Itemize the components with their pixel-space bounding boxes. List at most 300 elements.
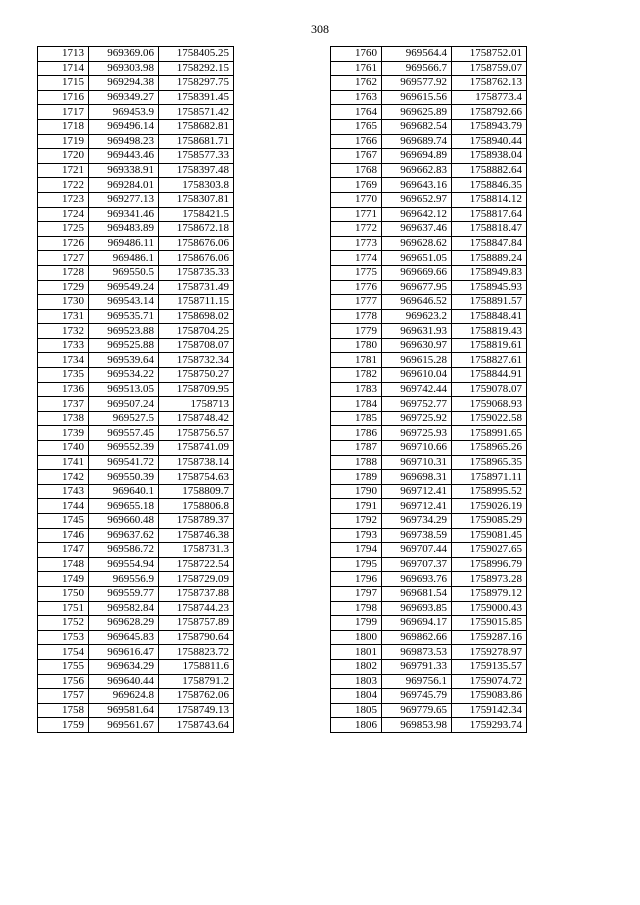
coordinate-table-right xyxy=(330,46,527,733)
x-coordinate-cell: 969486.1 xyxy=(89,251,159,266)
table-row xyxy=(331,441,527,456)
point-number-cell: 1738 xyxy=(38,411,89,426)
point-number-cell: 1785 xyxy=(331,411,382,426)
point-number-cell: 1762 xyxy=(331,76,382,91)
x-coordinate-cell: 969559.77 xyxy=(89,586,159,601)
x-coordinate-cell: 969615.28 xyxy=(382,353,452,368)
point-number-cell: 1789 xyxy=(331,470,382,485)
point-number-cell: 1760 xyxy=(331,47,382,62)
table-row xyxy=(331,236,527,251)
point-number-cell: 1739 xyxy=(38,426,89,441)
point-number-cell: 1764 xyxy=(331,105,382,120)
table-row xyxy=(331,90,527,105)
x-coordinate-cell: 969652.97 xyxy=(382,192,452,207)
y-coordinate-cell: 1759027.65 xyxy=(452,543,527,558)
table-row xyxy=(331,265,527,280)
table-row xyxy=(331,163,527,178)
point-number-cell: 1773 xyxy=(331,236,382,251)
table-row xyxy=(38,601,234,616)
table-row xyxy=(38,324,234,339)
y-coordinate-cell: 1758750.27 xyxy=(159,368,234,383)
point-number-cell: 1735 xyxy=(38,368,89,383)
x-coordinate-cell: 969677.95 xyxy=(382,280,452,295)
point-number-cell: 1734 xyxy=(38,353,89,368)
point-number-cell: 1806 xyxy=(331,718,382,733)
x-coordinate-cell: 969725.92 xyxy=(382,411,452,426)
point-number-cell: 1714 xyxy=(38,61,89,76)
y-coordinate-cell: 1758940.44 xyxy=(452,134,527,149)
table-row xyxy=(38,718,234,733)
table-row xyxy=(331,543,527,558)
x-coordinate-cell: 969712.41 xyxy=(382,484,452,499)
point-number-cell: 1776 xyxy=(331,280,382,295)
x-coordinate-cell: 969862.66 xyxy=(382,630,452,645)
x-coordinate-cell: 969738.59 xyxy=(382,528,452,543)
x-coordinate-cell: 969539.64 xyxy=(89,353,159,368)
y-coordinate-cell: 1758704.25 xyxy=(159,324,234,339)
table-row xyxy=(38,368,234,383)
table-row xyxy=(331,61,527,76)
table-row xyxy=(331,368,527,383)
table-row xyxy=(38,528,234,543)
y-coordinate-cell: 1758405.25 xyxy=(159,47,234,62)
point-number-cell: 1774 xyxy=(331,251,382,266)
table-row xyxy=(38,572,234,587)
x-coordinate-cell: 969734.29 xyxy=(382,514,452,529)
point-number-cell: 1717 xyxy=(38,105,89,120)
y-coordinate-cell: 1758737.88 xyxy=(159,586,234,601)
y-coordinate-cell: 1759015.85 xyxy=(452,616,527,631)
point-number-cell: 1784 xyxy=(331,397,382,412)
y-coordinate-cell: 1758891.57 xyxy=(452,295,527,310)
point-number-cell: 1775 xyxy=(331,265,382,280)
x-coordinate-cell: 969681.54 xyxy=(382,586,452,601)
x-coordinate-cell: 969557.45 xyxy=(89,426,159,441)
point-number-cell: 1747 xyxy=(38,543,89,558)
y-coordinate-cell: 1758297.75 xyxy=(159,76,234,91)
y-coordinate-cell: 1758672.18 xyxy=(159,222,234,237)
y-coordinate-cell: 1759083.86 xyxy=(452,689,527,704)
table-row xyxy=(38,441,234,456)
table-row xyxy=(38,674,234,689)
y-coordinate-cell: 1758741.09 xyxy=(159,441,234,456)
point-number-cell: 1799 xyxy=(331,616,382,631)
x-coordinate-cell: 969779.65 xyxy=(382,703,452,718)
table-row xyxy=(38,309,234,324)
x-coordinate-cell: 969369.06 xyxy=(89,47,159,62)
x-coordinate-cell: 969710.31 xyxy=(382,455,452,470)
point-number-cell: 1736 xyxy=(38,382,89,397)
x-coordinate-cell: 969634.29 xyxy=(89,659,159,674)
table-row xyxy=(38,689,234,704)
point-number-cell: 1754 xyxy=(38,645,89,660)
y-coordinate-cell: 1758731.49 xyxy=(159,280,234,295)
x-coordinate-cell: 969486.11 xyxy=(89,236,159,251)
x-coordinate-cell: 969550.5 xyxy=(89,265,159,280)
point-number-cell: 1787 xyxy=(331,441,382,456)
point-number-cell: 1763 xyxy=(331,90,382,105)
x-coordinate-cell: 969642.12 xyxy=(382,207,452,222)
x-coordinate-cell: 969853.98 xyxy=(382,718,452,733)
point-number-cell: 1746 xyxy=(38,528,89,543)
table-row xyxy=(331,309,527,324)
x-coordinate-cell: 969624.8 xyxy=(89,689,159,704)
point-number-cell: 1728 xyxy=(38,265,89,280)
table-row xyxy=(38,192,234,207)
x-coordinate-cell: 969561.67 xyxy=(89,718,159,733)
table-row xyxy=(331,280,527,295)
x-coordinate-cell: 969615.56 xyxy=(382,90,452,105)
y-coordinate-cell: 1758846.35 xyxy=(452,178,527,193)
table-row xyxy=(331,674,527,689)
x-coordinate-cell: 969689.74 xyxy=(382,134,452,149)
point-number-cell: 1804 xyxy=(331,689,382,704)
point-number-cell: 1743 xyxy=(38,484,89,499)
y-coordinate-cell: 1758979.12 xyxy=(452,586,527,601)
table-row xyxy=(38,222,234,237)
table-row xyxy=(38,499,234,514)
table-row xyxy=(331,411,527,426)
table-row xyxy=(38,397,234,412)
y-coordinate-cell: 1758991.65 xyxy=(452,426,527,441)
y-coordinate-cell: 1758814.12 xyxy=(452,192,527,207)
table-row xyxy=(331,514,527,529)
point-number-cell: 1796 xyxy=(331,572,382,587)
y-coordinate-cell: 1758748.42 xyxy=(159,411,234,426)
point-number-cell: 1721 xyxy=(38,163,89,178)
x-coordinate-cell: 969453.9 xyxy=(89,105,159,120)
x-coordinate-cell: 969582.84 xyxy=(89,601,159,616)
point-number-cell: 1772 xyxy=(331,222,382,237)
table-row xyxy=(331,645,527,660)
point-number-cell: 1729 xyxy=(38,280,89,295)
y-coordinate-cell: 1758391.45 xyxy=(159,90,234,105)
x-coordinate-cell: 969631.93 xyxy=(382,324,452,339)
x-coordinate-cell: 969543.14 xyxy=(89,295,159,310)
x-coordinate-cell: 969338.91 xyxy=(89,163,159,178)
point-number-cell: 1778 xyxy=(331,309,382,324)
point-number-cell: 1732 xyxy=(38,324,89,339)
x-coordinate-cell: 969550.39 xyxy=(89,470,159,485)
y-coordinate-cell: 1758819.61 xyxy=(452,338,527,353)
x-coordinate-cell: 969483.89 xyxy=(89,222,159,237)
x-coordinate-cell: 969791.33 xyxy=(382,659,452,674)
x-coordinate-cell: 969577.92 xyxy=(382,76,452,91)
y-coordinate-cell: 1758421.5 xyxy=(159,207,234,222)
x-coordinate-cell: 969507.24 xyxy=(89,397,159,412)
point-number-cell: 1780 xyxy=(331,338,382,353)
point-number-cell: 1766 xyxy=(331,134,382,149)
y-coordinate-cell: 1758757.89 xyxy=(159,616,234,631)
y-coordinate-cell: 1758817.64 xyxy=(452,207,527,222)
y-coordinate-cell: 1758709.95 xyxy=(159,382,234,397)
point-number-cell: 1801 xyxy=(331,645,382,660)
point-number-cell: 1802 xyxy=(331,659,382,674)
y-coordinate-cell: 1759068.93 xyxy=(452,397,527,412)
table-row xyxy=(38,295,234,310)
x-coordinate-cell: 969527.5 xyxy=(89,411,159,426)
point-number-cell: 1720 xyxy=(38,149,89,164)
table-row xyxy=(331,528,527,543)
table-row xyxy=(38,134,234,149)
y-coordinate-cell: 1758945.93 xyxy=(452,280,527,295)
table-row xyxy=(38,514,234,529)
x-coordinate-cell: 969341.46 xyxy=(89,207,159,222)
table-row xyxy=(38,207,234,222)
point-number-cell: 1797 xyxy=(331,586,382,601)
x-coordinate-cell: 969698.31 xyxy=(382,470,452,485)
table-row xyxy=(331,353,527,368)
table-row xyxy=(331,484,527,499)
point-number-cell: 1753 xyxy=(38,630,89,645)
table-row xyxy=(38,236,234,251)
y-coordinate-cell: 1759081.45 xyxy=(452,528,527,543)
x-coordinate-cell: 969693.85 xyxy=(382,601,452,616)
point-number-cell: 1715 xyxy=(38,76,89,91)
table-row xyxy=(331,47,527,62)
point-number-cell: 1733 xyxy=(38,338,89,353)
y-coordinate-cell: 1758682.81 xyxy=(159,119,234,134)
x-coordinate-cell: 969549.24 xyxy=(89,280,159,295)
point-number-cell: 1793 xyxy=(331,528,382,543)
table-row xyxy=(331,426,527,441)
point-number-cell: 1794 xyxy=(331,543,382,558)
table-row xyxy=(331,470,527,485)
y-coordinate-cell: 1758882.64 xyxy=(452,163,527,178)
point-number-cell: 1782 xyxy=(331,368,382,383)
y-coordinate-cell: 1758722.54 xyxy=(159,557,234,572)
x-coordinate-cell: 969534.22 xyxy=(89,368,159,383)
y-coordinate-cell: 1758848.41 xyxy=(452,309,527,324)
coordinate-table-left xyxy=(37,46,234,733)
x-coordinate-cell: 969525.88 xyxy=(89,338,159,353)
table-row xyxy=(38,178,234,193)
point-number-cell: 1756 xyxy=(38,674,89,689)
point-number-cell: 1722 xyxy=(38,178,89,193)
point-number-cell: 1741 xyxy=(38,455,89,470)
x-coordinate-cell: 969564.4 xyxy=(382,47,452,62)
x-coordinate-cell: 969640.1 xyxy=(89,484,159,499)
y-coordinate-cell: 1758735.33 xyxy=(159,265,234,280)
point-number-cell: 1790 xyxy=(331,484,382,499)
point-number-cell: 1748 xyxy=(38,557,89,572)
y-coordinate-cell: 1758732.34 xyxy=(159,353,234,368)
table-row xyxy=(331,586,527,601)
point-number-cell: 1719 xyxy=(38,134,89,149)
point-number-cell: 1788 xyxy=(331,455,382,470)
y-coordinate-cell: 1758819.43 xyxy=(452,324,527,339)
table-row xyxy=(38,659,234,674)
x-coordinate-cell: 969581.64 xyxy=(89,703,159,718)
y-coordinate-cell: 1758792.66 xyxy=(452,105,527,120)
y-coordinate-cell: 1758738.14 xyxy=(159,455,234,470)
y-coordinate-cell: 1758397.48 xyxy=(159,163,234,178)
x-coordinate-cell: 969443.46 xyxy=(89,149,159,164)
x-coordinate-cell: 969541.72 xyxy=(89,455,159,470)
y-coordinate-cell: 1758756.57 xyxy=(159,426,234,441)
table-row xyxy=(38,119,234,134)
table-row xyxy=(331,499,527,514)
y-coordinate-cell: 1759278.97 xyxy=(452,645,527,660)
x-coordinate-cell: 969513.05 xyxy=(89,382,159,397)
table-row xyxy=(38,543,234,558)
y-coordinate-cell: 1758809.7 xyxy=(159,484,234,499)
y-coordinate-cell: 1758791.2 xyxy=(159,674,234,689)
table-row xyxy=(331,338,527,353)
table-row xyxy=(331,616,527,631)
table-row xyxy=(331,134,527,149)
x-coordinate-cell: 969694.17 xyxy=(382,616,452,631)
x-coordinate-cell: 969645.83 xyxy=(89,630,159,645)
x-coordinate-cell: 969651.05 xyxy=(382,251,452,266)
table-row xyxy=(38,616,234,631)
y-coordinate-cell: 1759142.34 xyxy=(452,703,527,718)
point-number-cell: 1769 xyxy=(331,178,382,193)
x-coordinate-cell: 969756.1 xyxy=(382,674,452,689)
x-coordinate-cell: 969660.48 xyxy=(89,514,159,529)
point-number-cell: 1724 xyxy=(38,207,89,222)
x-coordinate-cell: 969294.38 xyxy=(89,76,159,91)
x-coordinate-cell: 969745.79 xyxy=(382,689,452,704)
table-row xyxy=(331,703,527,718)
y-coordinate-cell: 1758844.91 xyxy=(452,368,527,383)
table-row xyxy=(38,251,234,266)
point-number-cell: 1745 xyxy=(38,514,89,529)
y-coordinate-cell: 1759135.57 xyxy=(452,659,527,674)
x-coordinate-cell: 969640.44 xyxy=(89,674,159,689)
point-number-cell: 1726 xyxy=(38,236,89,251)
table-row xyxy=(331,455,527,470)
point-number-cell: 1718 xyxy=(38,119,89,134)
y-coordinate-cell: 1758789.37 xyxy=(159,514,234,529)
point-number-cell: 1767 xyxy=(331,149,382,164)
x-coordinate-cell: 969707.44 xyxy=(382,543,452,558)
table-row xyxy=(331,149,527,164)
table-row xyxy=(331,222,527,237)
x-coordinate-cell: 969628.62 xyxy=(382,236,452,251)
page-number: 308 xyxy=(311,22,329,36)
x-coordinate-cell: 969655.18 xyxy=(89,499,159,514)
point-number-cell: 1771 xyxy=(331,207,382,222)
table-row xyxy=(331,251,527,266)
point-number-cell: 1770 xyxy=(331,192,382,207)
point-number-cell: 1742 xyxy=(38,470,89,485)
y-coordinate-cell: 1758698.02 xyxy=(159,309,234,324)
y-coordinate-cell: 1758681.71 xyxy=(159,134,234,149)
point-number-cell: 1755 xyxy=(38,659,89,674)
point-number-cell: 1761 xyxy=(331,61,382,76)
table-row xyxy=(38,484,234,499)
point-number-cell: 1751 xyxy=(38,601,89,616)
y-coordinate-cell: 1758965.35 xyxy=(452,455,527,470)
y-coordinate-cell: 1758731.3 xyxy=(159,543,234,558)
table-row xyxy=(38,382,234,397)
y-coordinate-cell: 1758971.11 xyxy=(452,470,527,485)
y-coordinate-cell: 1759074.72 xyxy=(452,674,527,689)
table-row xyxy=(331,718,527,733)
y-coordinate-cell: 1758762.06 xyxy=(159,689,234,704)
x-coordinate-cell: 969554.94 xyxy=(89,557,159,572)
x-coordinate-cell: 969628.29 xyxy=(89,616,159,631)
table-row xyxy=(38,105,234,120)
point-number-cell: 1792 xyxy=(331,514,382,529)
point-number-cell: 1786 xyxy=(331,426,382,441)
x-coordinate-cell: 969523.88 xyxy=(89,324,159,339)
point-number-cell: 1758 xyxy=(38,703,89,718)
table-row xyxy=(38,586,234,601)
point-number-cell: 1752 xyxy=(38,616,89,631)
point-number-cell: 1750 xyxy=(38,586,89,601)
table-row xyxy=(38,630,234,645)
table-row xyxy=(38,426,234,441)
point-number-cell: 1740 xyxy=(38,441,89,456)
y-coordinate-cell: 1758577.33 xyxy=(159,149,234,164)
x-coordinate-cell: 969535.71 xyxy=(89,309,159,324)
y-coordinate-cell: 1759022.58 xyxy=(452,411,527,426)
table-row xyxy=(331,178,527,193)
point-number-cell: 1779 xyxy=(331,324,382,339)
x-coordinate-cell: 969637.46 xyxy=(382,222,452,237)
y-coordinate-cell: 1758943.79 xyxy=(452,119,527,134)
x-coordinate-cell: 969610.04 xyxy=(382,368,452,383)
point-number-cell: 1737 xyxy=(38,397,89,412)
table-row xyxy=(331,207,527,222)
y-coordinate-cell: 1759000.43 xyxy=(452,601,527,616)
y-coordinate-cell: 1758729.09 xyxy=(159,572,234,587)
x-coordinate-cell: 969498.23 xyxy=(89,134,159,149)
x-coordinate-cell: 969349.27 xyxy=(89,90,159,105)
table-row xyxy=(38,47,234,62)
table-row xyxy=(38,149,234,164)
table-row xyxy=(331,295,527,310)
x-coordinate-cell: 969873.53 xyxy=(382,645,452,660)
point-number-cell: 1727 xyxy=(38,251,89,266)
x-coordinate-cell: 969646.52 xyxy=(382,295,452,310)
x-coordinate-cell: 969694.89 xyxy=(382,149,452,164)
table-row xyxy=(38,411,234,426)
point-number-cell: 1731 xyxy=(38,309,89,324)
x-coordinate-cell: 969742.44 xyxy=(382,382,452,397)
y-coordinate-cell: 1758995.52 xyxy=(452,484,527,499)
point-number-cell: 1725 xyxy=(38,222,89,237)
y-coordinate-cell: 1758818.47 xyxy=(452,222,527,237)
x-coordinate-cell: 969693.76 xyxy=(382,572,452,587)
y-coordinate-cell: 1758303.8 xyxy=(159,178,234,193)
x-coordinate-cell: 969586.72 xyxy=(89,543,159,558)
point-number-cell: 1798 xyxy=(331,601,382,616)
y-coordinate-cell: 1759078.07 xyxy=(452,382,527,397)
table-row xyxy=(331,689,527,704)
y-coordinate-cell: 1758773.4 xyxy=(452,90,527,105)
point-number-cell: 1723 xyxy=(38,192,89,207)
x-coordinate-cell: 969707.37 xyxy=(382,557,452,572)
y-coordinate-cell: 1758676.06 xyxy=(159,236,234,251)
table-row xyxy=(38,703,234,718)
table-row xyxy=(331,397,527,412)
y-coordinate-cell: 1758307.81 xyxy=(159,192,234,207)
point-number-cell: 1716 xyxy=(38,90,89,105)
table-row xyxy=(38,338,234,353)
y-coordinate-cell: 1758790.64 xyxy=(159,630,234,645)
x-coordinate-cell: 969752.77 xyxy=(382,397,452,412)
x-coordinate-cell: 969630.97 xyxy=(382,338,452,353)
point-number-cell: 1803 xyxy=(331,674,382,689)
y-coordinate-cell: 1758762.13 xyxy=(452,76,527,91)
x-coordinate-cell: 969566.7 xyxy=(382,61,452,76)
point-number-cell: 1768 xyxy=(331,163,382,178)
point-number-cell: 1759 xyxy=(38,718,89,733)
y-coordinate-cell: 1758811.6 xyxy=(159,659,234,674)
